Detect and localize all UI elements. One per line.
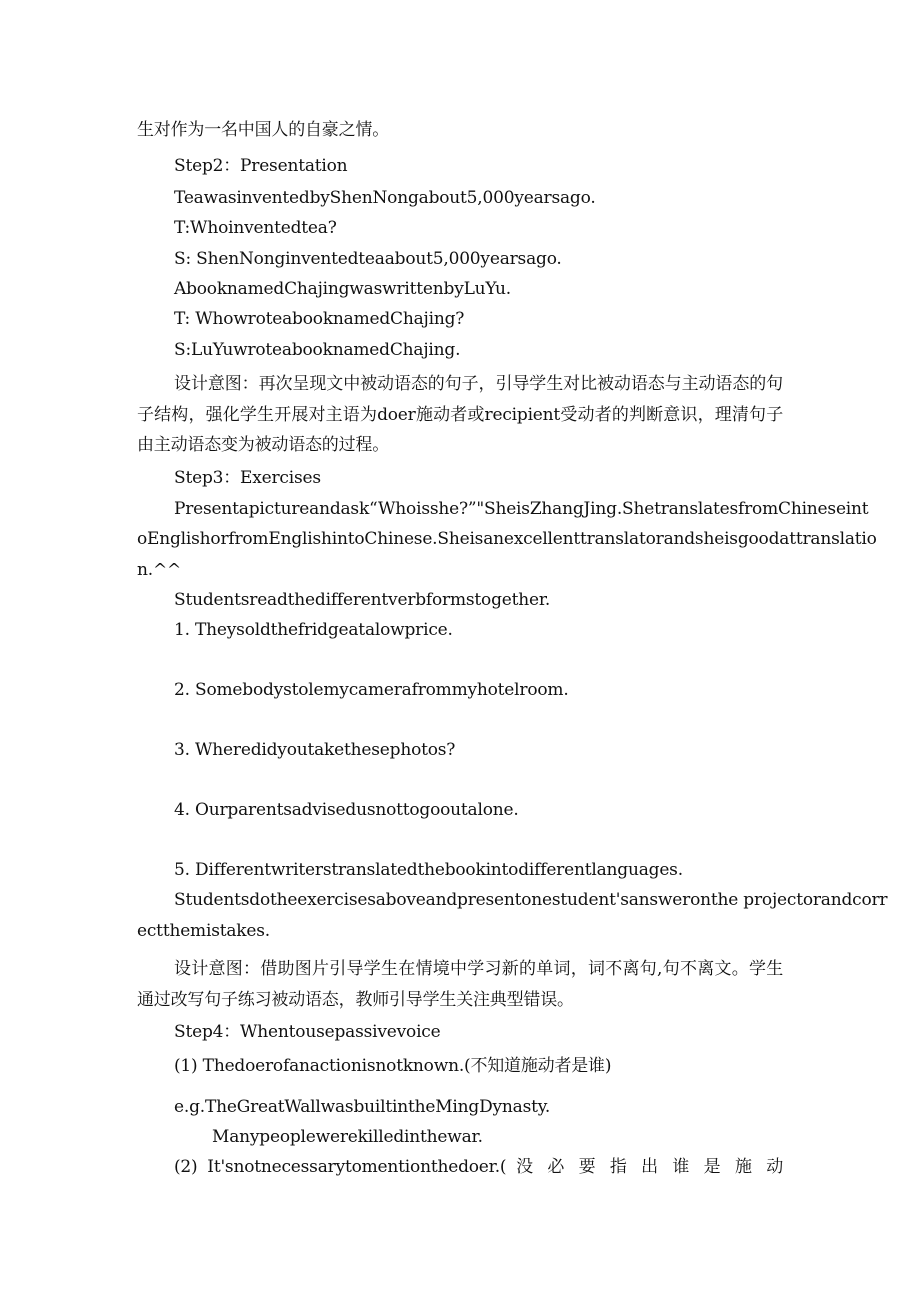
text-line: 生对作为一名中国人的自豪之情。 — [137, 120, 389, 140]
text-line: Studentsreadthedifferentverbformstogether. — [174, 590, 551, 610]
text-line: T:Whoinventedtea? — [174, 218, 337, 238]
design-intent-paragraph: 设计意图：借助图片引导学生在情境中学习新的单词，词不离句,句不离文。学生 — [174, 959, 783, 979]
example-line: e.g.TheGreatWallwasbuiltintheMingDynasty. — [174, 1097, 551, 1117]
design-intent-paragraph: 由主动语态变为被动语态的过程。 — [137, 435, 389, 455]
exercise-item: 4. Ourparentsadvisedusnottogooutalone. — [174, 800, 519, 820]
step2-heading: Step2：Presentation — [174, 156, 348, 176]
example-line: Manypeoplewerekilledinthewar. — [212, 1127, 483, 1147]
text-line: n.^^ — [137, 560, 182, 580]
rule-item: (2) It'snotnecessarytomentionthedoer.( 没 必 要 指 出 谁 是 施 动 — [174, 1157, 783, 1177]
text-line: TeawasinventedbyShenNongabout5,000yearsago. — [174, 188, 596, 208]
text-line: T: WhowroteabooknamedChajing? — [174, 309, 465, 329]
exercise-item: 2. Somebodystolemycamerafrommyhotelroom. — [174, 680, 569, 700]
step3-heading: Step3：Exercises — [174, 468, 321, 488]
text-line: oEnglishorfromEnglishintoChinese.Sheisanexcellenttranslatorandsheisgoodattranslatio — [137, 529, 877, 549]
text-line: Presentapictureandask“Whoisshe?”"SheisZhangJing.ShetranslatesfromChineseint — [174, 499, 869, 519]
text-line: S:LuYuwroteabooknamedChajing. — [174, 340, 461, 360]
text-line: S: ShenNonginventedteaabout5,000yearsago. — [174, 249, 562, 269]
design-intent-paragraph: 子结构，强化学生开展对主语为doer施动者或recipient受动者的判断意识，理清句子 — [137, 405, 783, 425]
exercise-item: 5. Differentwriterstranslatedthebookintodifferentlanguages. — [174, 860, 683, 880]
rule-item: (1) Thedoerofanactionisnotknown.(不知道施动者是谁) — [174, 1056, 612, 1076]
exercise-item: 1. Theysoldthefridgeatalowprice. — [174, 620, 453, 640]
exercise-item: 3. Wheredidyoutakethesephotos? — [174, 740, 456, 760]
step4-heading: Step4：Whentousepassivevoice — [174, 1022, 441, 1042]
text-line: AbooknamedChajingwaswrittenbyLuYu. — [174, 279, 511, 299]
design-intent-paragraph: 通过改写句子练习被动语态，教师引导学生关注典型错误。 — [137, 990, 574, 1010]
text-line: Studentsdotheexercisesaboveandpresentonestudent'sansweronthe projectorandcorr — [174, 890, 888, 910]
design-intent-paragraph: 设计意图：再次呈现文中被动语态的句子，引导学生对比被动语态与主动语态的句 — [174, 374, 783, 394]
text-line: ectthemistakes. — [137, 921, 270, 941]
